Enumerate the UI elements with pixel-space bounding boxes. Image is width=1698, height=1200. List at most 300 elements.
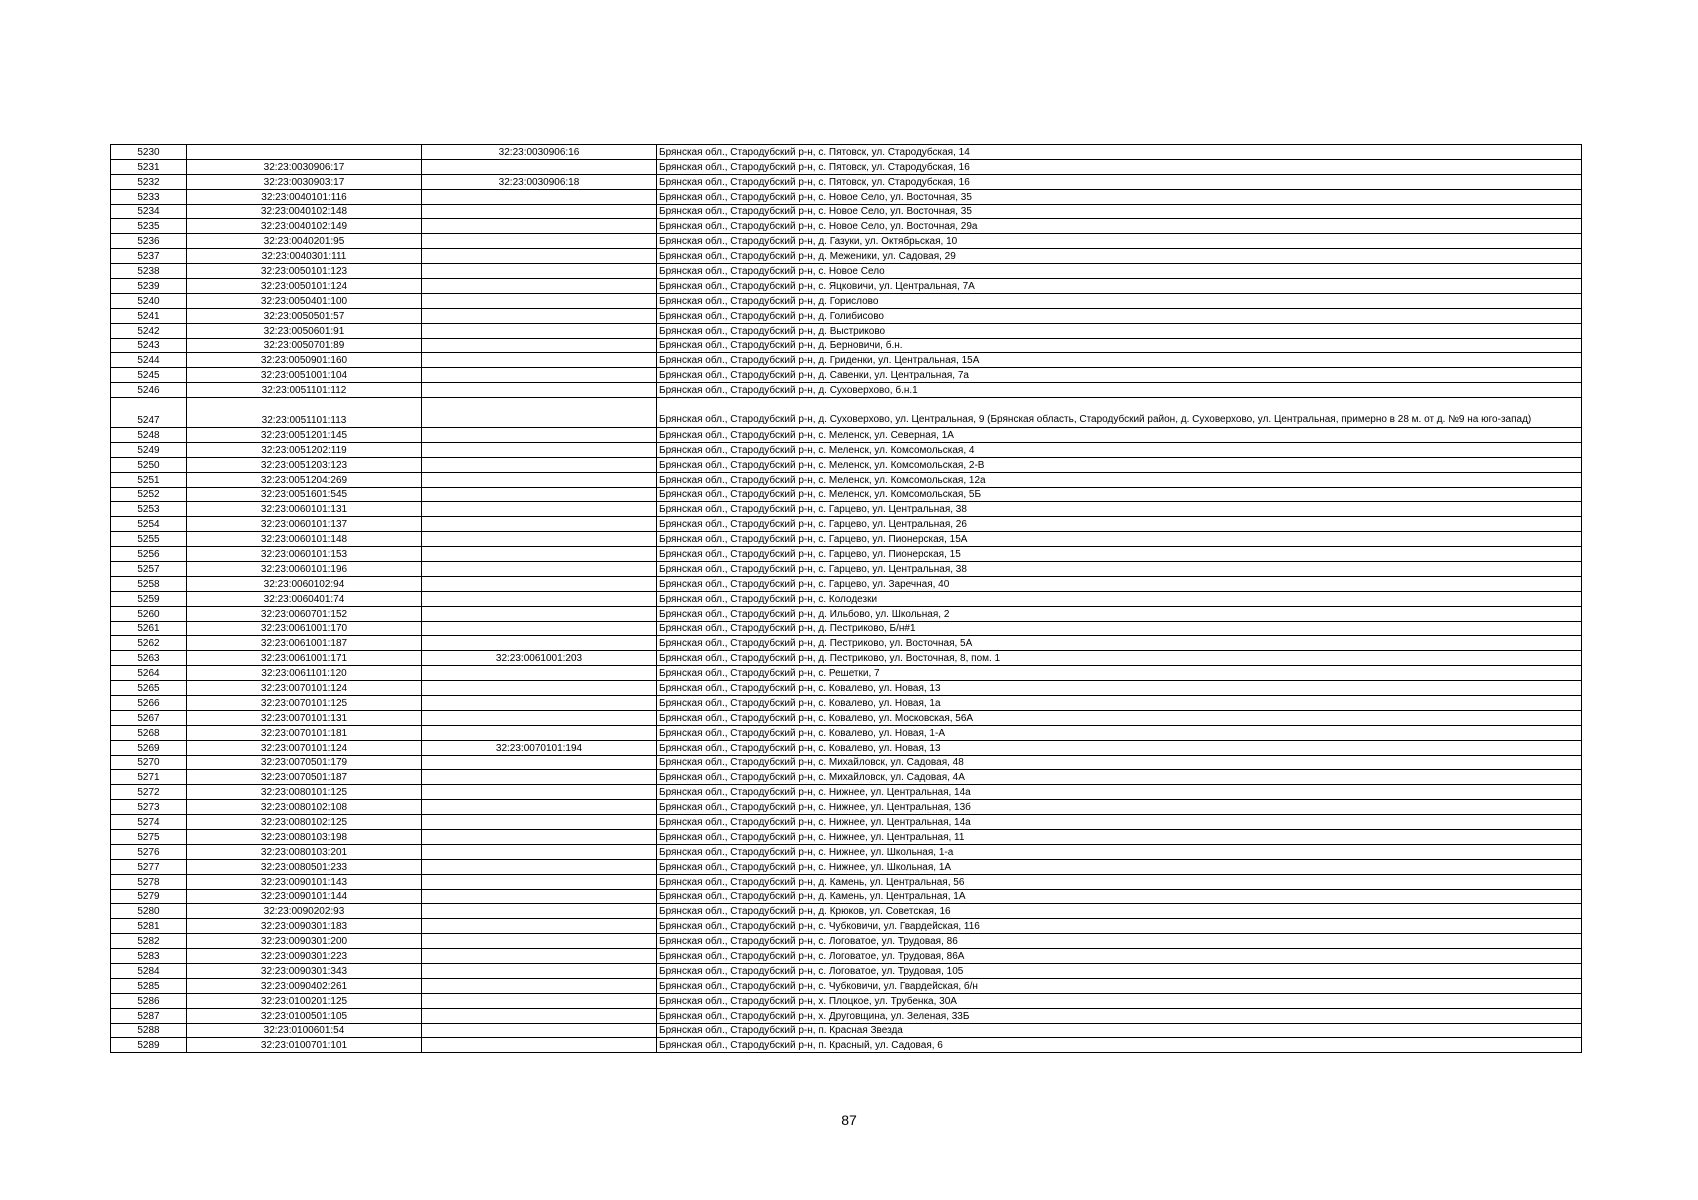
related-cadastral-number-cell [422,621,657,636]
cadastral-number-cell: 32:23:0080102:108 [187,800,422,815]
row-number-cell: 5272 [111,785,187,800]
cadastral-number-cell: 32:23:0090101:143 [187,874,422,889]
row-number-cell: 5271 [111,770,187,785]
table-row [111,264,1582,279]
row-number-cell: 5277 [111,859,187,874]
table-row [111,770,1582,785]
cadastral-number-cell: 32:23:0030906:17 [187,159,422,174]
table-row [111,740,1582,755]
row-number-cell: 5253 [111,502,187,517]
table-row [111,904,1582,919]
row-number-cell: 5248 [111,427,187,442]
table-row [111,189,1582,204]
cadastral-number-cell: 32:23:0070101:181 [187,725,422,740]
cadastral-number-cell: 32:23:0090402:261 [187,978,422,993]
related-cadastral-number-cell [422,770,657,785]
cadastral-number-cell: 32:23:0051201:145 [187,427,422,442]
cadastral-number-cell: 32:23:0051204:269 [187,472,422,487]
row-number-cell: 5288 [111,1023,187,1038]
related-cadastral-number-cell: 32:23:0030906:18 [422,174,657,189]
address-cell: Брянская обл., Стародубский р-н, с. Михайловск, ул. Садовая, 48 [657,755,1582,770]
related-cadastral-number-cell [422,978,657,993]
related-cadastral-number-cell [422,606,657,621]
row-number-cell: 5280 [111,904,187,919]
cadastral-number-cell: 32:23:0040102:149 [187,219,422,234]
related-cadastral-number-cell [422,159,657,174]
related-cadastral-number-cell [422,249,657,264]
row-number-cell: 5261 [111,621,187,636]
address-cell: Брянская обл., Стародубский р-н, д. Голибисово [657,308,1582,323]
row-number-cell: 5267 [111,710,187,725]
cadastral-number-cell: 32:23:0050601:91 [187,323,422,338]
table-row [111,844,1582,859]
related-cadastral-number-cell [422,904,657,919]
related-cadastral-number-cell [422,919,657,934]
row-number-cell: 5243 [111,338,187,353]
row-number-cell: 5245 [111,368,187,383]
address-cell: Брянская обл., Стародубский р-н, д. Суховерхово, б.н.1 [657,383,1582,398]
row-number-cell: 5247 [111,398,187,428]
table-row [111,174,1582,189]
related-cadastral-number-cell [422,547,657,562]
row-number-cell: 5259 [111,591,187,606]
table-row [111,308,1582,323]
cadastral-number-cell: 32:23:0080101:125 [187,785,422,800]
table-row [111,874,1582,889]
address-cell: Брянская обл., Стародубский р-н, с. Пятовск, ул. Стародубская, 16 [657,159,1582,174]
cadastral-number-cell: 32:23:0080102:125 [187,815,422,830]
address-cell: Брянская обл., Стародубский р-н, с. Логоватое, ул. Трудовая, 105 [657,964,1582,979]
cadastral-number-cell: 32:23:0050401:100 [187,293,422,308]
row-number-cell: 5266 [111,695,187,710]
address-cell: Брянская обл., Стародубский р-н, с. Логоватое, ул. Трудовая, 86А [657,949,1582,964]
related-cadastral-number-cell [422,308,657,323]
cadastral-number-cell: 32:23:0061001:187 [187,636,422,651]
row-number-cell: 5257 [111,561,187,576]
address-cell: Брянская обл., Стародубский р-н, д. Камень, ул. Центральная, 56 [657,874,1582,889]
cadastral-number-cell: 32:23:0051203:123 [187,457,422,472]
property-registry-table [110,144,1582,1053]
row-number-cell: 5281 [111,919,187,934]
table-row [111,949,1582,964]
address-cell: Брянская обл., Стародубский р-н, с. Пятовск, ул. Стародубская, 16 [657,174,1582,189]
table-row [111,1008,1582,1023]
address-cell: Брянская обл., Стародубский р-н, с. Колодезки [657,591,1582,606]
address-cell: Брянская обл., Стародубский р-н, п. Красный, ул. Садовая, 6 [657,1038,1582,1053]
related-cadastral-number-cell [422,1038,657,1053]
table-row [111,695,1582,710]
row-number-cell: 5232 [111,174,187,189]
related-cadastral-number-cell [422,993,657,1008]
related-cadastral-number-cell [422,323,657,338]
cadastral-number-cell: 32:23:0051001:104 [187,368,422,383]
table-row [111,457,1582,472]
related-cadastral-number-cell [422,427,657,442]
cadastral-number-cell: 32:23:0100201:125 [187,993,422,1008]
cadastral-number-cell: 32:23:0070501:179 [187,755,422,770]
registry-table-body [111,145,1582,1053]
row-number-cell: 5249 [111,442,187,457]
related-cadastral-number-cell [422,293,657,308]
address-cell: Брянская обл., Стародубский р-н, с. Гарцево, ул. Пионерская, 15 [657,547,1582,562]
address-cell: Брянская обл., Стародубский р-н, д. Пестриково, ул. Восточная, 8, пом. 1 [657,651,1582,666]
related-cadastral-number-cell [422,785,657,800]
table-row [111,815,1582,830]
cadastral-number-cell: 32:23:0030903:17 [187,174,422,189]
related-cadastral-number-cell [422,815,657,830]
row-number-cell: 5246 [111,383,187,398]
table-row [111,964,1582,979]
table-row [111,547,1582,562]
related-cadastral-number-cell [422,487,657,502]
table-row [111,249,1582,264]
table-row [111,561,1582,576]
address-cell: Брянская обл., Стародубский р-н, с. Михайловск, ул. Садовая, 4А [657,770,1582,785]
related-cadastral-number-cell [422,889,657,904]
table-row [111,532,1582,547]
cadastral-number-cell: 32:23:0090301:200 [187,934,422,949]
table-row [111,219,1582,234]
table-row [111,338,1582,353]
related-cadastral-number-cell [422,800,657,815]
row-number-cell: 5260 [111,606,187,621]
cadastral-number-cell: 32:23:0070501:187 [187,770,422,785]
row-number-cell: 5286 [111,993,187,1008]
related-cadastral-number-cell [422,442,657,457]
table-row [111,651,1582,666]
cadastral-number-cell: 32:23:0090101:144 [187,889,422,904]
cadastral-number-cell: 32:23:0061101:120 [187,666,422,681]
page-number: 87 [841,1112,857,1128]
table-row [111,159,1582,174]
row-number-cell: 5252 [111,487,187,502]
related-cadastral-number-cell [422,457,657,472]
table-row [111,681,1582,696]
row-number-cell: 5230 [111,145,187,160]
table-row [111,234,1582,249]
row-number-cell: 5251 [111,472,187,487]
cadastral-number-cell: 32:23:0061001:170 [187,621,422,636]
table-row [111,442,1582,457]
row-number-cell: 5241 [111,308,187,323]
table-row [111,576,1582,591]
related-cadastral-number-cell [422,368,657,383]
table-row [111,666,1582,681]
cadastral-number-cell: 32:23:0040101:116 [187,189,422,204]
cadastral-number-cell: 32:23:0050701:89 [187,338,422,353]
related-cadastral-number-cell [422,591,657,606]
address-cell: Брянская обл., Стародубский р-н, п. Красная Звезда [657,1023,1582,1038]
related-cadastral-number-cell [422,964,657,979]
table-row [111,800,1582,815]
related-cadastral-number-cell [422,755,657,770]
table-row [111,621,1582,636]
table-row [111,1038,1582,1053]
table-row [111,368,1582,383]
table-row [111,934,1582,949]
related-cadastral-number-cell [422,1023,657,1038]
row-number-cell: 5237 [111,249,187,264]
related-cadastral-number-cell [422,532,657,547]
address-cell: Брянская обл., Стародубский р-н, с. Гарцево, ул. Центральная, 38 [657,561,1582,576]
cadastral-number-cell: 32:23:0050101:123 [187,264,422,279]
address-cell: Брянская обл., Стародубский р-н, с. Меленск, ул. Комсомольская, 5Б [657,487,1582,502]
row-number-cell: 5239 [111,279,187,294]
cadastral-number-cell: 32:23:0060101:153 [187,547,422,562]
table-row [111,472,1582,487]
row-number-cell: 5254 [111,517,187,532]
row-number-cell: 5258 [111,576,187,591]
table-row [111,398,1582,428]
address-cell: Брянская обл., Стародубский р-н, д. Пестриково, ул. Восточная, 5А [657,636,1582,651]
address-cell: Брянская обл., Стародубский р-н, с. Чубковичи, ул. Гвардейская, 116 [657,919,1582,934]
related-cadastral-number-cell [422,636,657,651]
address-cell: Брянская обл., Стародубский р-н, д. Камень, ул. Центральная, 1А [657,889,1582,904]
address-cell: Брянская обл., Стародубский р-н, с. Пятовск, ул. Стародубская, 14 [657,145,1582,160]
related-cadastral-number-cell [422,561,657,576]
table-row [111,353,1582,368]
related-cadastral-number-cell [422,576,657,591]
related-cadastral-number-cell [422,710,657,725]
cadastral-number-cell: 32:23:0100701:101 [187,1038,422,1053]
related-cadastral-number-cell [422,859,657,874]
table-row [111,293,1582,308]
row-number-cell: 5242 [111,323,187,338]
row-number-cell: 5275 [111,829,187,844]
row-number-cell: 5238 [111,264,187,279]
row-number-cell: 5289 [111,1038,187,1053]
address-cell: Брянская обл., Стародубский р-н, д. Горислово [657,293,1582,308]
table-row [111,785,1582,800]
related-cadastral-number-cell [422,502,657,517]
cadastral-number-cell: 32:23:0040102:148 [187,204,422,219]
row-number-cell: 5278 [111,874,187,889]
row-number-cell: 5270 [111,755,187,770]
row-number-cell: 5276 [111,844,187,859]
cadastral-number-cell: 32:23:0051202:119 [187,442,422,457]
cadastral-number-cell: 32:23:0070101:125 [187,695,422,710]
row-number-cell: 5282 [111,934,187,949]
address-cell: Брянская обл., Стародубский р-н, с. Гарцево, ул. Центральная, 26 [657,517,1582,532]
table-row [111,710,1582,725]
address-cell: Брянская обл., Стародубский р-н, с. Гарцево, ул. Пионерская, 15А [657,532,1582,547]
table-row [111,829,1582,844]
cadastral-number-cell: 32:23:0070101:124 [187,740,422,755]
address-cell: Брянская обл., Стародубский р-н, с. Меленск, ул. Северная, 1А [657,427,1582,442]
related-cadastral-number-cell [422,725,657,740]
table-row [111,517,1582,532]
address-cell: Брянская обл., Стародубский р-н, с. Нижнее, ул. Центральная, 14а [657,815,1582,830]
table-row [111,383,1582,398]
address-cell: Брянская обл., Стародубский р-н, с. Яцковичи, ул. Центральная, 7А [657,279,1582,294]
table-row [111,323,1582,338]
cadastral-number-cell: 32:23:0040301:111 [187,249,422,264]
cadastral-number-cell: 32:23:0090301:223 [187,949,422,964]
related-cadastral-number-cell: 32:23:0061001:203 [422,651,657,666]
cadastral-number-cell: 32:23:0080103:198 [187,829,422,844]
cadastral-number-cell: 32:23:0050501:57 [187,308,422,323]
cadastral-number-cell: 32:23:0060101:137 [187,517,422,532]
related-cadastral-number-cell [422,681,657,696]
row-number-cell: 5268 [111,725,187,740]
address-cell: Брянская обл., Стародубский р-н, с. Логоватое, ул. Трудовая, 86 [657,934,1582,949]
table-row [111,978,1582,993]
related-cadastral-number-cell [422,844,657,859]
row-number-cell: 5256 [111,547,187,562]
address-cell: Брянская обл., Стародубский р-н, с. Новое Село, ул. Восточная, 35 [657,189,1582,204]
address-cell: Брянская обл., Стародубский р-н, с. Решетки, 7 [657,666,1582,681]
row-number-cell: 5236 [111,234,187,249]
address-cell: Брянская обл., Стародубский р-н, д. Выстриково [657,323,1582,338]
related-cadastral-number-cell [422,1008,657,1023]
related-cadastral-number-cell [422,695,657,710]
registry-sheet [110,144,1581,1053]
related-cadastral-number-cell [422,934,657,949]
related-cadastral-number-cell [422,472,657,487]
related-cadastral-number-cell [422,234,657,249]
address-cell: Брянская обл., Стародубский р-н, с. Ковалево, ул. Новая, 1-А [657,725,1582,740]
row-number-cell: 5269 [111,740,187,755]
cadastral-number-cell: 32:23:0100601:54 [187,1023,422,1038]
cadastral-number-cell: 32:23:0060102:94 [187,576,422,591]
cadastral-number-cell: 32:23:0090202:93 [187,904,422,919]
table-row [111,204,1582,219]
address-cell: Брянская обл., Стародубский р-н, с. Ковалево, ул. Новая, 1а [657,695,1582,710]
cadastral-number-cell: 32:23:0090301:183 [187,919,422,934]
row-number-cell: 5244 [111,353,187,368]
row-number-cell: 5279 [111,889,187,904]
table-row [111,606,1582,621]
related-cadastral-number-cell [422,338,657,353]
related-cadastral-number-cell: 32:23:0070101:194 [422,740,657,755]
row-number-cell: 5273 [111,800,187,815]
table-row [111,889,1582,904]
row-number-cell: 5284 [111,964,187,979]
address-cell: Брянская обл., Стародубский р-н, д. Савенки, ул. Центральная, 7а [657,368,1582,383]
table-row [111,1023,1582,1038]
table-row [111,591,1582,606]
row-number-cell: 5274 [111,815,187,830]
address-cell: Брянская обл., Стародубский р-н, с. Нижнее, ул. Центральная, 13б [657,800,1582,815]
address-cell: Брянская обл., Стародубский р-н, с. Новое Село, ул. Восточная, 35 [657,204,1582,219]
address-cell: Брянская обл., Стародубский р-н, с. Нижнее, ул. Центральная, 11 [657,829,1582,844]
address-cell: Брянская обл., Стародубский р-н, с. Гарцево, ул. Заречная, 40 [657,576,1582,591]
row-number-cell: 5285 [111,978,187,993]
cadastral-number-cell: 32:23:0051101:113 [187,398,422,428]
address-cell: Брянская обл., Стародубский р-н, с. Меленск, ул. Комсомольская, 4 [657,442,1582,457]
related-cadastral-number-cell [422,353,657,368]
address-cell: Брянская обл., Стародубский р-н, с. Ковалево, ул. Новая, 13 [657,740,1582,755]
related-cadastral-number-cell [422,279,657,294]
address-cell: Брянская обл., Стародубский р-н, с. Меленск, ул. Комсомольская, 12а [657,472,1582,487]
address-cell: Брянская обл., Стародубский р-н, д. Газуки, ул. Октябрьская, 10 [657,234,1582,249]
related-cadastral-number-cell [422,517,657,532]
row-number-cell: 5262 [111,636,187,651]
table-row [111,859,1582,874]
address-cell: Брянская обл., Стародубский р-н, с. Ковалево, ул. Московская, 56А [657,710,1582,725]
address-cell: Брянская обл., Стародубский р-н, д. Пестриково, Б/н#1 [657,621,1582,636]
table-row [111,636,1582,651]
row-number-cell: 5233 [111,189,187,204]
table-row [111,427,1582,442]
cadastral-number-cell: 32:23:0060701:152 [187,606,422,621]
address-cell: Брянская обл., Стародубский р-н, с. Новое Село, ул. Восточная, 29а [657,219,1582,234]
address-cell: Брянская обл., Стародубский р-н, с. Чубковичи, ул. Гвардейская, б/н [657,978,1582,993]
cadastral-number-cell: 32:23:0050101:124 [187,279,422,294]
table-row [111,279,1582,294]
row-number-cell: 5265 [111,681,187,696]
related-cadastral-number-cell [422,949,657,964]
cadastral-number-cell: 32:23:0051601:545 [187,487,422,502]
address-cell: Брянская обл., Стародубский р-н, х. Друговщина, ул. Зеленая, 33Б [657,1008,1582,1023]
cadastral-number-cell: 32:23:0070101:131 [187,710,422,725]
cadastral-number-cell: 32:23:0050901:160 [187,353,422,368]
row-number-cell: 5255 [111,532,187,547]
cadastral-number-cell: 32:23:0060101:148 [187,532,422,547]
address-cell: Брянская обл., Стародубский р-н, д. Ильбово, ул. Школьная, 2 [657,606,1582,621]
row-number-cell: 5264 [111,666,187,681]
table-row [111,502,1582,517]
address-cell: Брянская обл., Стародубский р-н, с. Нижнее, ул. Центральная, 14а [657,785,1582,800]
cadastral-number-cell: 32:23:0060101:196 [187,561,422,576]
cadastral-number-cell: 32:23:0080103:201 [187,844,422,859]
row-number-cell: 5250 [111,457,187,472]
related-cadastral-number-cell [422,666,657,681]
address-cell: Брянская обл., Стародубский р-н, с. Меленск, ул. Комсомольская, 2-В [657,457,1582,472]
address-cell: Брянская обл., Стародубский р-н, с. Новое Село [657,264,1582,279]
related-cadastral-number-cell [422,398,657,428]
cadastral-number-cell: 32:23:0090301:343 [187,964,422,979]
table-row [111,755,1582,770]
address-cell: Брянская обл., Стародубский р-н, д. Суховерхово, ул. Центральная, 9 (Брянская область, Стародубский район, д. Суховерхово, ул. Центральная, примерно в 28 м. от д. №9 на юго-запад) [657,398,1582,428]
address-cell: Брянская обл., Стародубский р-н, д. Берновичи, б.н. [657,338,1582,353]
related-cadastral-number-cell [422,874,657,889]
table-row [111,145,1582,160]
cadastral-number-cell [187,145,422,160]
related-cadastral-number-cell [422,383,657,398]
cadastral-number-cell: 32:23:0080501:233 [187,859,422,874]
address-cell: Брянская обл., Стародубский р-н, д. Крюков, ул. Советская, 16 [657,904,1582,919]
cadastral-number-cell: 32:23:0060101:131 [187,502,422,517]
table-row [111,993,1582,1008]
address-cell: Брянская обл., Стародубский р-н, д. Меженики, ул. Садовая, 29 [657,249,1582,264]
cadastral-number-cell: 32:23:0100501:105 [187,1008,422,1023]
address-cell: Брянская обл., Стародубский р-н, х. Плоцкое, ул. Трубенка, 30А [657,993,1582,1008]
related-cadastral-number-cell [422,204,657,219]
table-row [111,725,1582,740]
related-cadastral-number-cell: 32:23:0030906:16 [422,145,657,160]
row-number-cell: 5287 [111,1008,187,1023]
address-cell: Брянская обл., Стародубский р-н, с. Гарцево, ул. Центральная, 38 [657,502,1582,517]
row-number-cell: 5240 [111,293,187,308]
cadastral-number-cell: 32:23:0060401:74 [187,591,422,606]
address-cell: Брянская обл., Стародубский р-н, д. Гриденки, ул. Центральная, 15А [657,353,1582,368]
cadastral-number-cell: 32:23:0061001:171 [187,651,422,666]
table-row [111,919,1582,934]
row-number-cell: 5235 [111,219,187,234]
cadastral-number-cell: 32:23:0051101:112 [187,383,422,398]
address-cell: Брянская обл., Стародубский р-н, с. Ковалево, ул. Новая, 13 [657,681,1582,696]
cadastral-number-cell: 32:23:0040201:95 [187,234,422,249]
row-number-cell: 5234 [111,204,187,219]
row-number-cell: 5283 [111,949,187,964]
related-cadastral-number-cell [422,829,657,844]
address-cell: Брянская обл., Стародубский р-н, с. Нижнее, ул. Школьная, 1-а [657,844,1582,859]
table-row [111,487,1582,502]
address-cell: Брянская обл., Стародубский р-н, с. Нижнее, ул. Школьная, 1А [657,859,1582,874]
row-number-cell: 5263 [111,651,187,666]
related-cadastral-number-cell [422,264,657,279]
